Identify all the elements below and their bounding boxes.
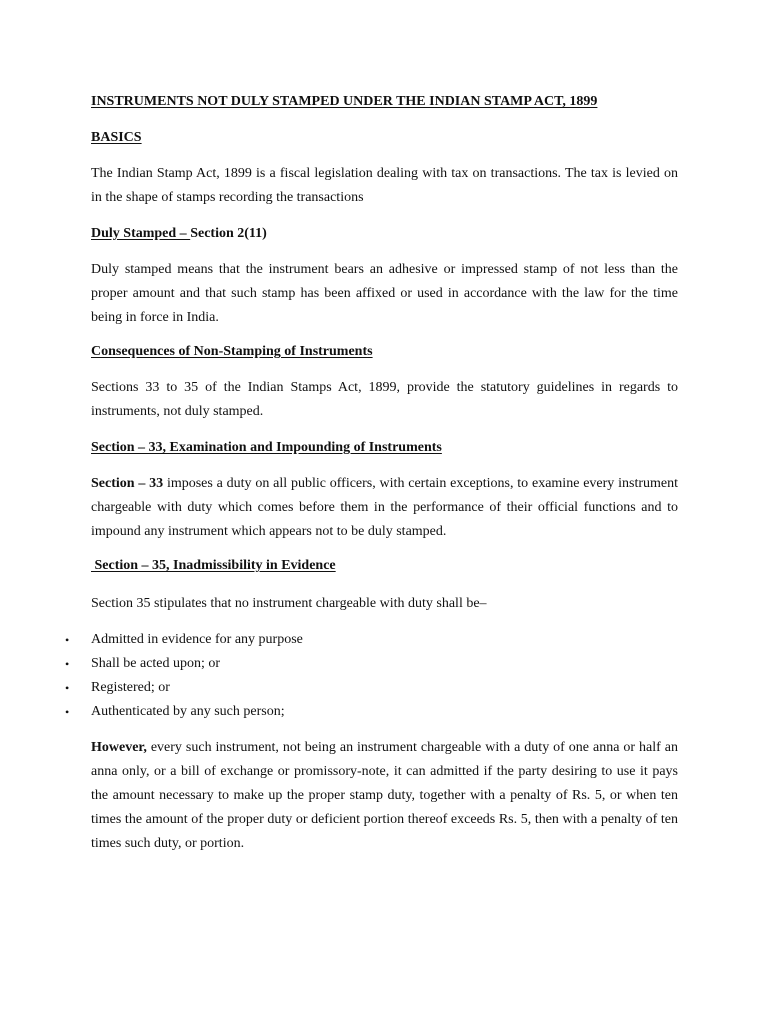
heading-consequences: Consequences of Non-Stamping of Instruments bbox=[91, 344, 373, 359]
heading-duly-stamped bbox=[91, 222, 678, 246]
paragraph-however bbox=[91, 736, 678, 856]
list-item bbox=[0, 676, 768, 700]
list-item bbox=[0, 700, 768, 724]
heading-section-35: Section – 35, Inadmissibility in Evidence bbox=[91, 558, 336, 573]
list-item bbox=[0, 652, 768, 676]
paragraph-section-33 bbox=[91, 472, 678, 544]
heading-basics: BASICS bbox=[91, 130, 142, 145]
bullet-list bbox=[0, 628, 768, 724]
paragraph-duly-stamped: Duly stamped means that the instrument bears an adhesive or impressed stamp of not less than the proper amount and that such stamp has been affixed or used in accordance with the law for the time being in force in India. bbox=[91, 262, 678, 325]
bullet-icon: • bbox=[65, 705, 70, 719]
list-item bbox=[0, 628, 768, 652]
list-item-text: Shall be acted upon; or bbox=[91, 656, 221, 671]
list-item-text: Authenticated by any such person; bbox=[91, 704, 285, 719]
paragraph-consequences: Sections 33 to 35 of the Indian Stamps Act, 1899, provide the statutory guidelines in regards to instruments, not duly stamped. bbox=[91, 380, 678, 419]
section-33-lead: Section – 33 bbox=[91, 476, 164, 491]
bullet-icon: • bbox=[65, 681, 70, 695]
paragraph-section-35-intro: Section 35 stipulates that no instrument chargeable with duty shall be– bbox=[91, 596, 487, 611]
heading-duly-stamped-section: Section 2(11) bbox=[190, 226, 267, 241]
heading-duly-stamped-underlined: Duly Stamped – bbox=[91, 226, 191, 241]
section-33-text: imposes a duty on all public officers, with certain exceptions, to examine every instrument chargeable with duty which comes before them in the performance of their official functions and to impound any instrument which appears not to be duly stamped. bbox=[91, 476, 678, 539]
however-text: every such instrument, not being an instrument chargeable with a duty of one anna or half an anna only, or a bill of exchange or promissory-note, it can admitted if the party desiring to use it pays the amount necessary to make up the proper stamp duty, together with a penalty of Rs. 5, or when ten times the amount of the proper duty or deficient portion thereof exceeds Rs. 5, then with a penalty of ten times such duty, or portion. bbox=[91, 740, 678, 851]
list-item-text: Admitted in evidence for any purpose bbox=[91, 632, 303, 647]
however-lead: However, bbox=[91, 740, 147, 755]
bullet-icon: • bbox=[65, 633, 70, 647]
paragraph-basics: The Indian Stamp Act, 1899 is a fiscal legislation dealing with tax on transactions. The tax is levied on in the shape of stamps recording the transactions bbox=[91, 166, 678, 205]
document-title: INSTRUMENTS NOT DULY STAMPED UNDER THE INDIAN STAMP ACT, 1899 bbox=[91, 94, 598, 109]
list-item-text: Registered; or bbox=[91, 680, 170, 695]
bullet-icon: • bbox=[65, 657, 70, 671]
heading-section-33: Section – 33, Examination and Impounding of Instruments bbox=[91, 440, 442, 455]
